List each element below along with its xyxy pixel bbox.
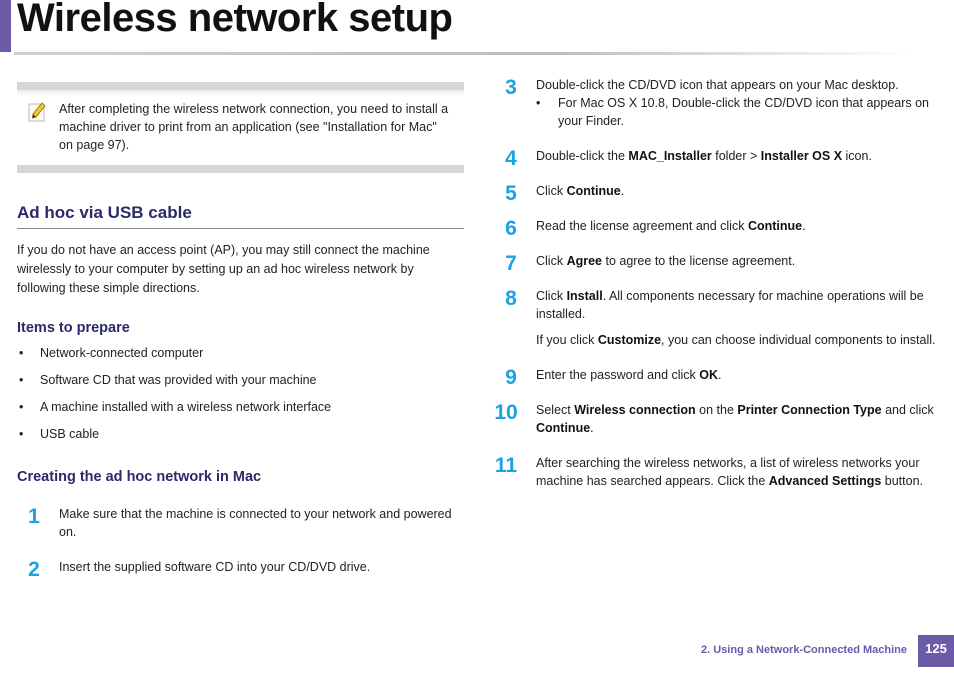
- step-number: 8: [505, 287, 517, 310]
- items-heading: Items to prepare: [17, 320, 130, 336]
- step-10: [494, 401, 940, 437]
- list-item: • Network-connected computer: [17, 344, 464, 362]
- title-rule: [14, 52, 916, 55]
- page-number-badge: 125: [918, 635, 954, 667]
- step-number: 11: [494, 454, 518, 477]
- step-9: [494, 366, 940, 389]
- step-number: 5: [505, 182, 517, 205]
- step-2: [17, 558, 464, 581]
- step-number: 6: [505, 217, 517, 240]
- step-text: After searching the wireless networks, a list of wireless networks your machine has searched appears. Click the Advanced Settings button.: [536, 456, 923, 488]
- step-text: Click Install. All components necessary for machine operations will be installed.: [536, 289, 924, 321]
- section-intro: If you do not have an access point (AP), you may still connect the machine wirelessly to your computer by setting up an ad hoc wireless network by following these simple directions.: [17, 243, 430, 295]
- step-text: Click Agree to agree to the license agreement.: [536, 254, 796, 268]
- creating-heading: Creating the ad hoc network in Mac: [17, 469, 262, 485]
- right-column: [494, 72, 940, 490]
- step-number: 7: [505, 252, 517, 275]
- list-item: • A machine installed with a wireless network interface: [17, 398, 464, 416]
- step-number: 3: [505, 76, 517, 99]
- step-11: [494, 454, 940, 490]
- step-text: Click Continue.: [536, 184, 625, 198]
- step-text: Insert the supplied software CD into your CD/DVD drive.: [59, 560, 371, 574]
- step-text: Select Wireless connection on the Printer Connection Type and click Continue.: [536, 403, 934, 435]
- list-item: • Software CD that was provided with your machine: [17, 371, 464, 389]
- step-4: [494, 147, 940, 170]
- step-sub-bullet: • For Mac OS X 10.8, Double-click the CD/DVD icon that appears on your Finder.: [536, 94, 940, 130]
- pencil-note-icon: [26, 100, 48, 124]
- step-text: Double-click the CD/DVD icon that appears on your Mac desktop.: [536, 78, 899, 92]
- step-number: 10: [494, 401, 518, 424]
- step-text: Double-click the MAC_Installer folder > Installer OS X icon.: [536, 149, 872, 163]
- step-extra-text: If you click Customize, you can choose individual components to install.: [536, 333, 936, 347]
- note-box: [17, 82, 464, 173]
- section-heading: Ad hoc via USB cable: [17, 203, 464, 229]
- items-list: [17, 344, 464, 443]
- step-5: [494, 182, 940, 205]
- step-text: Read the license agreement and click Continue.: [536, 219, 806, 233]
- step-7: [494, 252, 940, 275]
- step-number: 1: [28, 505, 40, 528]
- list-item: • USB cable: [17, 425, 464, 443]
- step-6: [494, 217, 940, 240]
- step-number: 9: [505, 366, 517, 389]
- footer-chapter: 2. Using a Network-Connected Machine: [701, 644, 907, 656]
- page-title: Wireless network setup: [17, 0, 453, 40]
- step-text: Enter the password and click OK.: [536, 368, 722, 382]
- step-3: [494, 76, 940, 130]
- step-number: 2: [28, 558, 40, 581]
- left-column: [17, 82, 464, 581]
- step-1: [17, 505, 464, 541]
- step-8: [494, 287, 940, 349]
- step-number: 4: [505, 147, 517, 170]
- step-text: Make sure that the machine is connected to your network and powered on.: [59, 507, 452, 539]
- note-text: After completing the wireless network connection, you need to install a machine driver to print from an application (see "Installation for Mac" on page 97).: [59, 102, 449, 152]
- title-accent-bar: [0, 0, 11, 52]
